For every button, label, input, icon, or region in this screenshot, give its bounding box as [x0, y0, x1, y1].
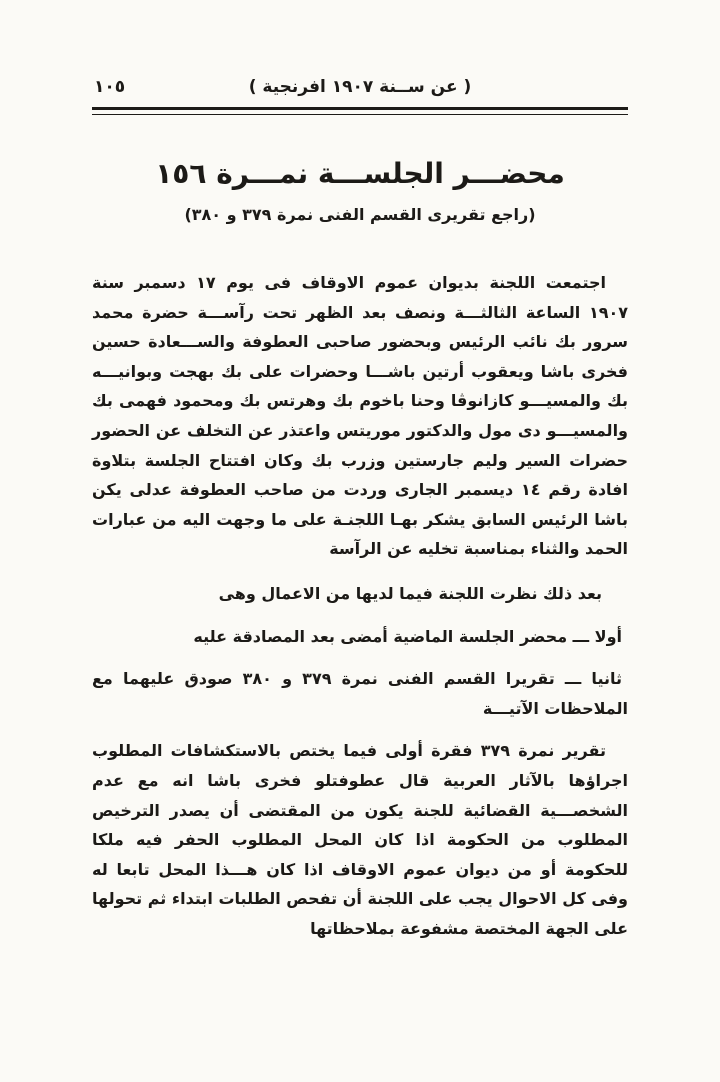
agenda-item-second: ثانيا ـــ تقريرا القسم الفنى نمرة ٣٧٩ و ٣٨٠ صودق عليهما مع الملاحظات الآتيـــة: [92, 669, 628, 718]
page-header: [92, 74, 628, 100]
paragraph-opening: اجتمعت اللجنة بديوان عموم الاوقاف فى يوم ١٧ دسمبر سنة ١٩٠٧ الساعة الثالثـــة ونصف بعد الظهر تحت رآســـة حضرة محمد سرور بك نائب الرئيس وبحضور صاحبى العطوفة والســـعادة حسين فخرى باشا ويعقوب أرتين باشـــا وحضرات على بك بهجت وبوانيـــه بك والمسيـــو كازانوڤا وحنا باخوم بك وهرتس بك ومحمود فهمى بك والمسيـــو دى مول والدكتور موريتس واعتذر عن التخلف عن الحضور حضرات السير وليم جارستين وزرب بك وكان افتتاح الجلسة بتلاوة افادة رقم ١٤ ديسمبر الجارى وردت من صاحب العطوفة عدلى يكن باشا الرئيس السابق يشكر بهـا اللجنـة على ما وجهت اليه من عبارات الحمد والثناء بمناسبة تخليه عن الرآسة: [92, 273, 629, 559]
paragraph-agenda-intro: بعد ذلك نظرت اللجنة فيما لديها من الاعمال وهى: [218, 583, 602, 603]
session-title: محضـــر الجلســـة نمـــرة ١٥٦: [155, 157, 565, 190]
session-subtitle: (راجع تقريرى القسم الفنى نمرة ٣٧٩ و ٣٨٠): [184, 205, 536, 224]
paragraph-report-379: تقرير نمرة ٣٧٩ فقرة أولى فيما يختص بالاستكشافات المطلوب اجراؤها بالآثار العربية قال عطوفتلو فخرى باشا انه مع عدم الشخصـــية القضائية للجنة يكون من المقتضى أن يصدر الترخيص المطلوب من الحكومة اذا كان المحل المطلوب الحفر فيه ملكا للحكومة أو من ديوان عموم الاوقاف اذا كان هـــذا المحل تابعا له وفى كل الاحوال يجب على اللجنة أن تفحص الطلبات ابتداء ثم تحولها على الجهة المختصة مشفوعة بملاحظاتها: [92, 741, 628, 938]
page-number: ١٠٥: [94, 77, 126, 97]
year-label: ( عن ســنة ١٩٠٧ افرنجية ): [248, 77, 472, 97]
document-body: [92, 268, 628, 943]
header-rule: [92, 107, 628, 115]
agenda-item-first: أولا ـــ محضر الجلسة الماضية أمضى بعد المصادقة عليه: [193, 626, 622, 646]
